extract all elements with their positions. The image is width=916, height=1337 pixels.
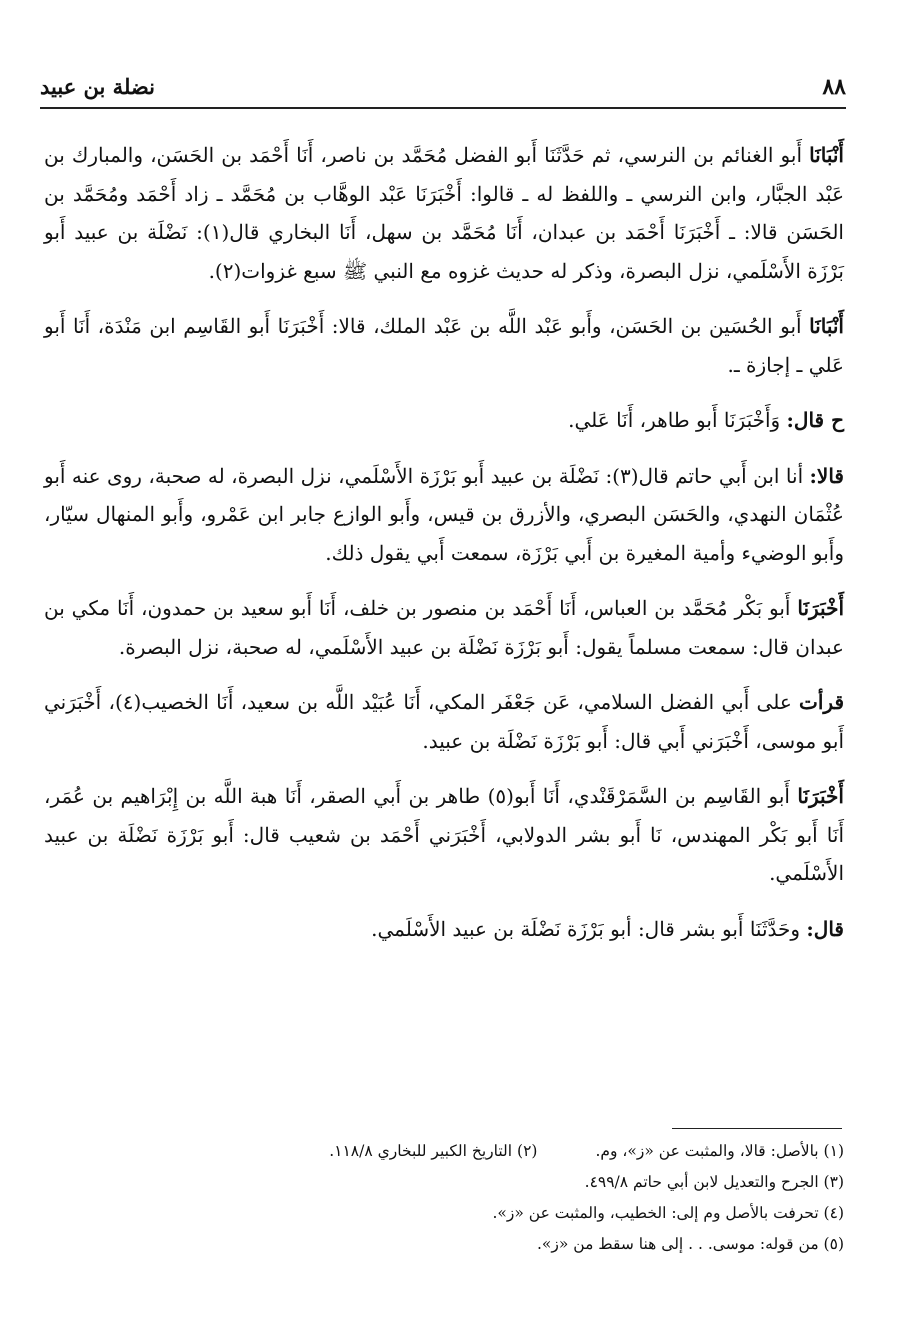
main-text — [44, 136, 844, 965]
footnote-5: (٥) من قوله: موسى. . . إلى هنا سقط من «ز». — [536, 1235, 844, 1253]
paragraph-lead: قرأت — [799, 690, 845, 714]
paragraph-text: أنا ابن أَبي حاتم قال(٣): نَضْلَة بن عبيد أَبو بَرْزَة الأَسْلَمي، نزل البصرة، له صحبة، روى عنه أَبو عُثْمَان النهدي، والحَسَن البصري، والأزرق بن قيس، وأَبو الوازع جابر ابن عَمْرو، وأَبو المنهال سيّار، وأَبو الوضيء وأمية المغيرة بن أَبي بَرْزَة، سمعت أَبي يقول ذلك. — [44, 463, 844, 565]
footnote-rule — [672, 1128, 842, 1129]
footnote-1: (١) بالأصل: قالا، والمثبت عن «ز»، وم. — [595, 1142, 844, 1160]
footnote-2: (٢) التاريخ الكبير للبخاري ١١٨/٨. — [329, 1142, 538, 1160]
paragraph-3 — [44, 401, 844, 440]
footnotes — [74, 1136, 844, 1260]
paragraph-text: أَبو الحُسَين بن الحَسَن، وأَبو عَبْد اللَّه بن عَبْد الملك، قالا: أَخْبَرَنَا أَبو القَاسِم ابن مَنْدَة، أَنَا أَبو عَلي ـ إجازة ـ. — [44, 314, 844, 377]
running-title: نضلة بن عبيد — [40, 74, 155, 99]
paragraph-lead: أَخْبَرَنَا — [797, 596, 844, 620]
header-rule — [40, 107, 846, 109]
footnote-4: (٤) تحرفت بالأصل وم إلى: الخطيب، والمثبت عن «ز». — [492, 1204, 844, 1222]
paragraph-text: أَبو بَكْر مُحَمَّد بن العباس، أَنَا أَحْمَد بن منصور بن خلف، أَنَا أَبو سعيد بن حمدون، أَنَا مكي بن عبدان قال: سمعت مسلماً يقول: أَبو بَرْزَة نَضْلَة بن عبيد الأَسْلَمي، له صحبة، نزل البصرة. — [44, 596, 844, 659]
paragraph-lead: قال: — [806, 916, 844, 941]
paragraph-lead: أَنْبَانَا — [809, 143, 844, 167]
paragraph-lead: قالا: — [809, 463, 844, 488]
paragraph-text: على أَبي الفضل السلامي، عَن جَعْفَر المكي، أَنَا عُبَيْد اللَّه بن سعيد، أَنَا الخصيب(٤)، أَخْبَرَني أَبو موسى، أَخْبَرَني أَبي قال: أَبو بَرْزَة نَضْلَة بن عبيد. — [44, 690, 844, 753]
page-header — [40, 66, 846, 106]
paragraph-text: أَبو الغنائم بن النرسي، ثم حَدَّثَنَا أَبو الفضل مُحَمَّد بن ناصر، أَنَا أَحْمَد بن الحَسَن، والمبارك بن عَبْد الجبَّار، وابن النرسي ـ واللفظ له ـ قالوا: أَخْبَرَنَا عَبْد الوهَّاب بن مُحَمَّد ـ زاد أَحْمَد ومُحَمَّد بن الحَسَن قالا: ـ أَخْبَرَنَا أَحْمَد بن عبدان، أَنَا مُحَمَّد بن سهل، أَنَا البخاري قال(١): نَضْلَة بن عبيد أَبو بَرْزَة الأَسْلَمي، نزل البصرة، وذكر له حديث غزوه مع النبي ﷺ سبع غزوات(٢). — [44, 143, 844, 283]
paragraph-8 — [44, 910, 844, 949]
paragraph-6 — [44, 683, 844, 760]
paragraph-2 — [44, 307, 844, 384]
paragraph-4 — [44, 457, 844, 573]
paragraph-text: أَبو القَاسِم بن السَّمَرْقَنْدي، أَنَا أَبو(٥) طاهر بن أَبي الصقر، أَنَا هبة اللَّه بن إِبْرَاهيم بن عُمَر، أَنَا أَبو بَكْر المهندس، نَا أَبو بشر الدولابي، أَخْبَرَني أَحْمَد بن شعيب قال: أَبو بَرْزَة نَضْلَة بن عبيد الأَسْلَمي. — [44, 784, 844, 885]
paragraph-lead: أَخْبَرَنَا — [797, 784, 844, 808]
paragraph-lead: ح قال: — [786, 408, 844, 432]
paragraph-5 — [44, 589, 844, 666]
footnote-3: (٣) الجرح والتعديل لابن أبي حاتم ٤٩٩/٨. — [584, 1173, 844, 1191]
footnote-row — [74, 1136, 844, 1167]
paragraph-1 — [44, 136, 844, 290]
page-number: ٨٨ — [822, 74, 846, 100]
paragraph-lead: أَنْبَانَا — [809, 314, 844, 338]
paragraph-7 — [44, 777, 844, 893]
paragraph-text: وَأَخْبَرَنَا أَبو طاهر، أَنَا عَلي. — [568, 408, 787, 432]
paragraph-text: وحَدَّثَنَا أَبو بشر قال: أبو بَرْزَة نَضْلَة بن عبيد الأَسْلَمي. — [371, 916, 807, 941]
